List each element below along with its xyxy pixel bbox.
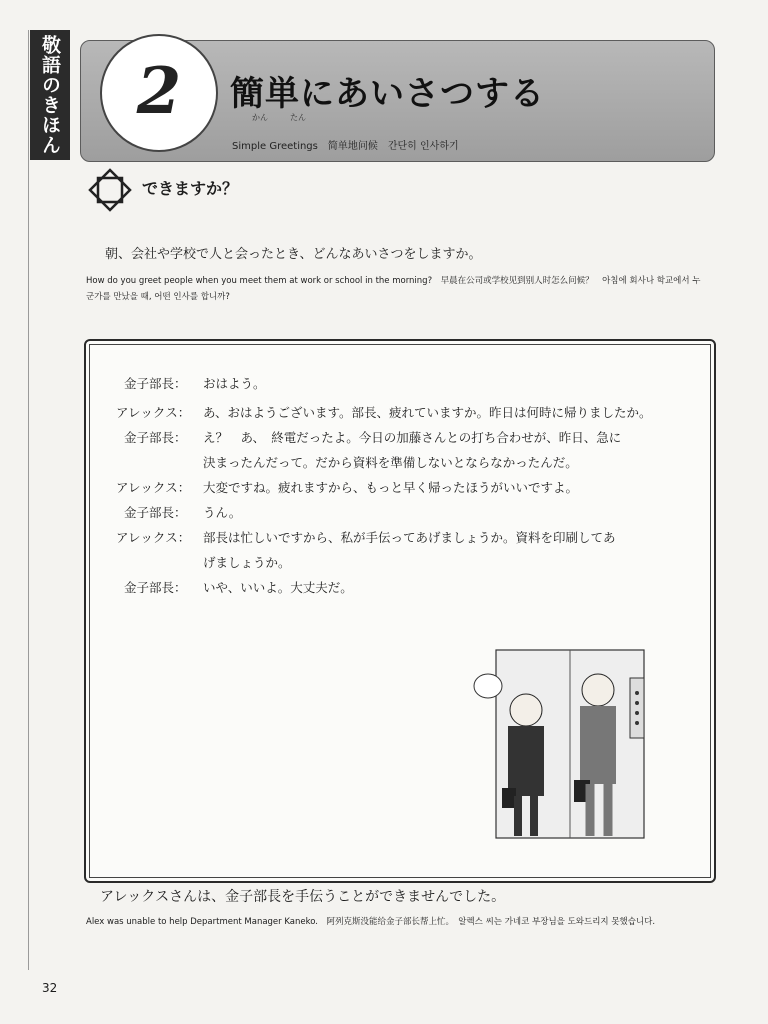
dialog-speaker: アレックス： [116,405,191,420]
question-translation: How do you greet people when you meet them at work or school in the morning? 早晨在公司或学校见到别人时怎么问候？ 아침에 회사나 학교에서 누군가를 만났을 때, 어떤 인사를 합니까? [86,276,701,302]
dialog-line: いや、いいよ。大丈夫だ。 [203,580,353,595]
title-ruby-tan: たん [290,113,306,122]
dialog-line: あ、おはようございます。部長、疲れていますか。昨日は何時に帰りましたか。 [203,405,652,420]
dialog-line: 決まったんだって。だから資料を準備しないとならなかったんだ。 [203,455,578,470]
side-tab: 敬語のきほん [30,30,70,160]
elevator-illustration [470,648,670,848]
question-japanese: 朝、会社や学校で人と会ったとき、どんなあいさつをしますか。 [105,247,482,262]
dialog-speaker: 金子部長： [124,430,187,445]
dialog-speaker: 金子部長： [124,580,187,595]
lesson-subtitle: Simple Greetings 简单地问候 간단히 인사하기 [232,141,459,152]
conclusion-japanese: アレックスさんは、金子部長を手伝うことができませんでした。 [100,889,506,905]
conclusion-translation: Alex was unable to help Department Manager Kaneko. 阿列克斯没能给金子部长帮上忙。 알렉스 씨는 가네코 부장님을 도와드리지 못했습니다. [86,917,656,927]
dialog-line: げましょうか。 [203,555,291,570]
dialog-speaker: アレックス： [116,480,191,495]
page-number: 32 [42,981,58,995]
diamond-icon [88,168,132,212]
section-label: できますか？ [142,179,239,198]
dialog-speaker: 金子部長： [124,376,187,391]
dialog-line: え？ あ、 終電だったよ。今日の加藤さんとの打ち合わせが、昨日、急に [203,430,622,445]
page-spine-line [28,30,29,970]
title-ruby-kan: かん [252,113,268,122]
dialog-line: うん。 [203,505,242,520]
dialog-speaker: 金子部長： [124,505,187,520]
dialog-line: 部長は忙しいですから、私が手伝ってあげましょうか。資料を印刷してあ [203,530,616,545]
lesson-number: 2 [100,34,218,152]
dialog-speaker: アレックス： [116,530,191,545]
dialog-line: 大変ですね。疲れますから、もっと早く帰ったほうがいいですよ。 [203,480,579,495]
lesson-title: 簡単にあいさつする [230,74,545,114]
dialog-line: おはよう。 [203,376,266,391]
